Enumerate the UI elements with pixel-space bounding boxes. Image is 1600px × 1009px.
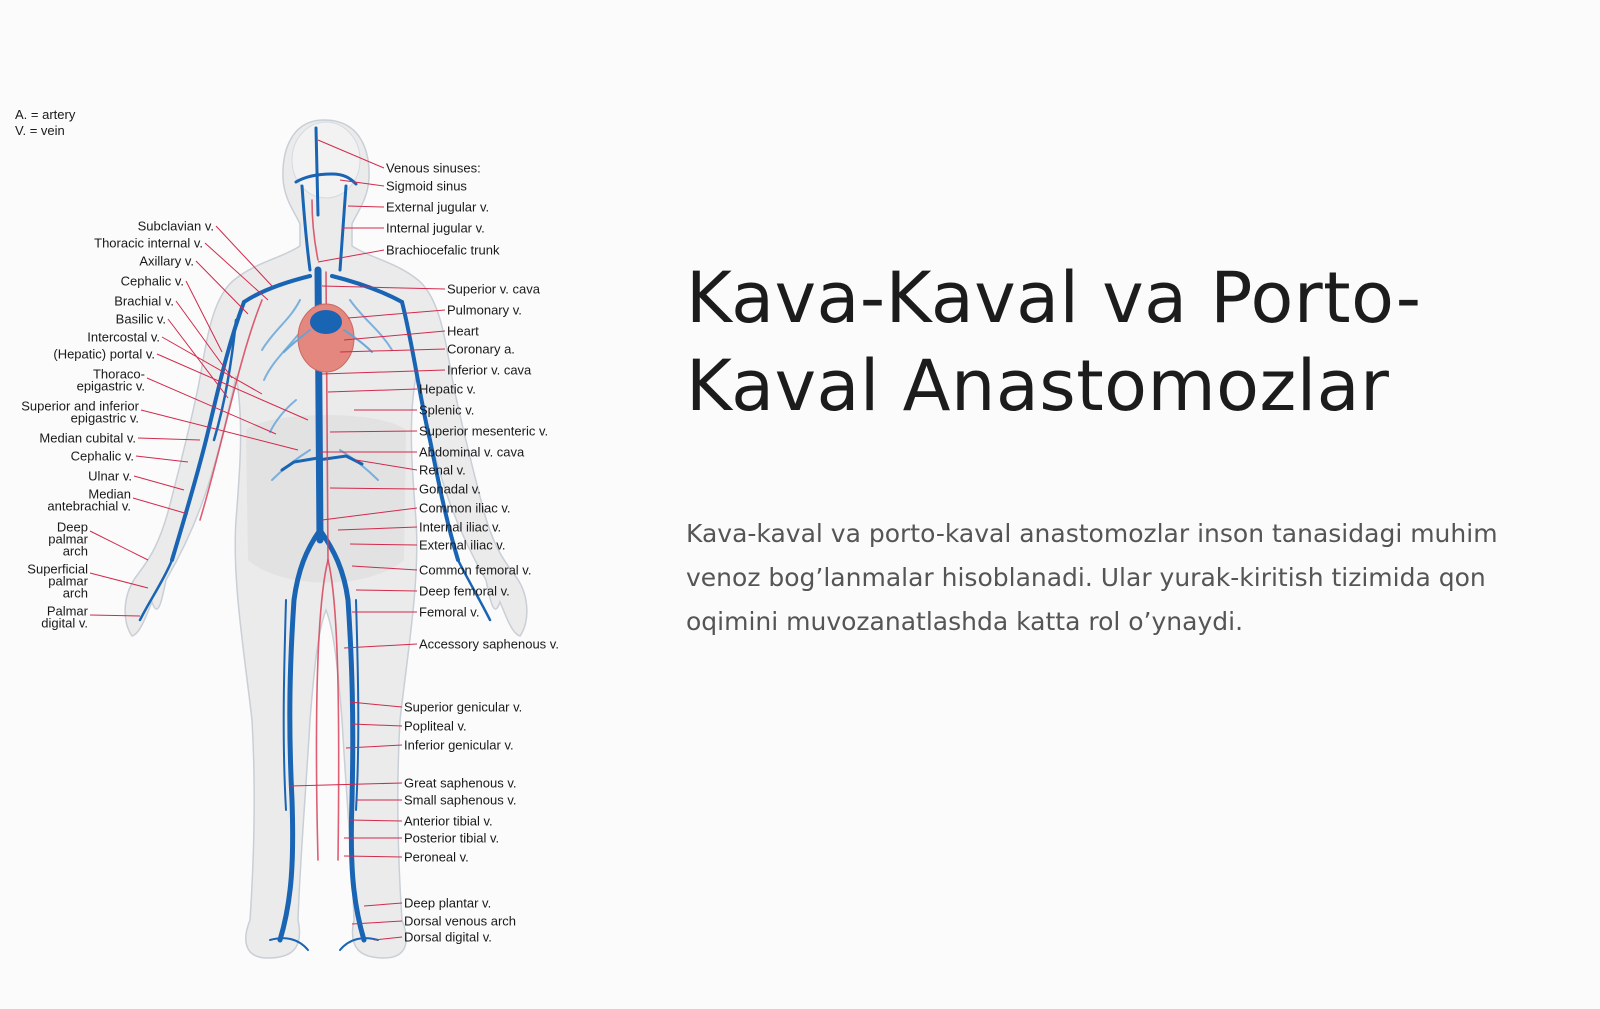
- label-left: Superficial palmar arch: [27, 561, 88, 601]
- label-right: Great saphenous v.: [404, 775, 517, 791]
- label-left: Palmar digital v.: [41, 603, 88, 631]
- label-left: (Hepatic) portal v.: [53, 346, 155, 362]
- legend: [15, 107, 76, 138]
- label-right: Deep plantar v.: [404, 895, 492, 911]
- label-left: Intercostal v.: [87, 329, 160, 345]
- label-left: Ulnar v.: [88, 468, 132, 484]
- label-right: External iliac v.: [419, 537, 506, 553]
- leader-line: [90, 531, 148, 560]
- label-left: Subclavian v.: [137, 218, 214, 234]
- label-left: Cephalic v.: [120, 273, 184, 289]
- label-left: Basilic v.: [115, 311, 166, 327]
- label-right: Superior v. cava: [447, 281, 540, 297]
- label-right: Venous sinuses:: [386, 160, 481, 176]
- label-right: Superior mesenteric v.: [419, 423, 549, 439]
- label-right: Inferior genicular v.: [404, 737, 514, 753]
- label-right: Abdominal v. cava: [419, 444, 525, 460]
- label-right: Brachiocefalic trunk: [386, 242, 500, 258]
- label-left: Median antebrachial v.: [47, 486, 131, 514]
- label-right: Coronary a.: [447, 341, 515, 357]
- label-left: Cephalic v.: [70, 448, 134, 464]
- label-right: Dorsal digital v.: [404, 929, 492, 945]
- leader-line: [136, 456, 188, 462]
- venous-system-diagram: [0, 0, 600, 1009]
- label-right: Small saphenous v.: [404, 792, 517, 808]
- label-right: Gonadal v.: [419, 481, 481, 497]
- label-right: Hepatic v.: [419, 381, 476, 397]
- legend-entry: A. = artery: [15, 107, 76, 122]
- label-right: Inferior v. cava: [447, 362, 532, 378]
- label-left: Superior and inferior epigastric v.: [21, 398, 139, 426]
- label-right: Femoral v.: [419, 604, 480, 620]
- label-left: Thoraco-epigastric v.: [76, 366, 145, 394]
- label-right: Peroneal v.: [404, 849, 469, 865]
- label-right: Popliteal v.: [404, 718, 467, 734]
- label-right: Dorsal venous arch: [404, 913, 516, 929]
- labels-left: [21, 219, 214, 631]
- label-right: Internal jugular v.: [386, 220, 485, 236]
- label-right: Renal v.: [419, 462, 466, 478]
- label-right: Deep femoral v.: [419, 583, 510, 599]
- label-right: Heart: [447, 323, 479, 339]
- label-right: Superior genicular v.: [404, 699, 523, 715]
- slide-title: Kava-Kaval va Porto-Kaval Anastomozlar: [686, 257, 1422, 427]
- label-right: Accessory saphenous v.: [419, 636, 559, 652]
- label-left: Deep palmar arch: [48, 519, 88, 559]
- label-right: Common femoral v.: [419, 562, 532, 578]
- label-left: Brachial v.: [114, 293, 174, 309]
- label-left: Thoracic internal v.: [94, 235, 203, 251]
- slide-description: Kava-kaval va porto-kaval anastomozlar inson tanasidagi muhim venoz bog’lanmalar hisoblanadi. Ular yurak-kiritish tizimida qon oqimini muvozanatlashda katta rol o’ynaydi.: [686, 519, 1498, 636]
- label-right: Sigmoid sinus: [386, 178, 467, 194]
- label-right: Splenic v.: [419, 402, 475, 418]
- legend-entry: V. = vein: [15, 123, 65, 138]
- label-right: Anterior tibial v.: [404, 813, 493, 829]
- label-right: Common iliac v.: [419, 500, 511, 516]
- label-right: Internal iliac v.: [419, 519, 502, 535]
- label-right: Posterior tibial v.: [404, 830, 500, 846]
- label-right: External jugular v.: [386, 199, 490, 215]
- label-left: Median cubital v.: [39, 430, 136, 446]
- label-left: Axillary v.: [139, 253, 194, 269]
- label-right: Pulmonary v.: [447, 302, 522, 318]
